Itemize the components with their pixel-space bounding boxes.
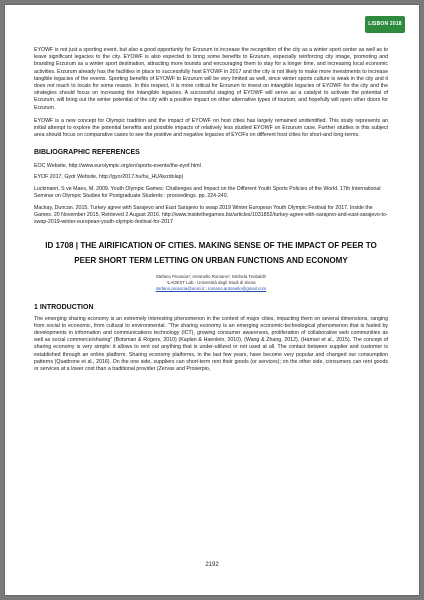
conference-logo: LISBON 2018 bbox=[365, 16, 405, 33]
introduction-paragraph: The emerging sharing economy is an extremely interesting phenomenon in the context of major cities, impacting them on several dimensions, ranging from social to economic, from cultural to environmental. “The sharing economy is an emerging economic-technological phenomenon that is fueled by developments in information and communications technology (ICT), growing consumer awareness, proliferation of collaborative web communities as well as social commerce/sharing” (Botsman & Rogers, 2010) (Kaplan & Haenlein, 2010), (Wang & Zhang, 2012), (Hamari et al., 2015). The concept of sharing economy is very simple: it allows to rent out anything that is under-utilized or not used at all. The contact between supplier and customer is established through an online platform. Sharing economy platforms, in the last few years, have become very popular and changed our consumption patterns (Quattrone et al., 2016). On the one side, suppliers can short-term rent their goods (or services); on the other side, consumers can rent goods or services at a lower cost than a traditional provider (Zervas and Proserpio, bbox=[34, 315, 388, 372]
document-page bbox=[5, 5, 419, 595]
reference-item-4: Mackay, Duncan. 2015. Turkey agree with Sarajevo and East Sarajevo to swap 2019 Winter European Youth Olympic Festival for 2017. Inside the Games. 20 November 2015. Retrieved 2 August 2016. http://www.insidethegames.biz/articles/1031852/turkey-agree-with-sarajevo-and-east-sarajevo-to-swap-2019-winter-european-youth-olympic-festival-for-2017 bbox=[34, 204, 388, 226]
reference-item-2: EYOF 2017, Gydr Website, http://gyor2017.hu/hu_HU/kezdolap) bbox=[34, 174, 184, 181]
reference-item-1: EOC Website, http://www.eurolympic.org/en/sports-events/the-eyof.html bbox=[34, 162, 201, 169]
body-paragraph-2: EYOWF is a new concept for Olympic tradition and the impact of EYOWF on host cities has largely remained unidentified. This study represents an initial attempt to explore the potential benefits and possible impacts of relatively less studied EYOWF on Erzurum case. Further studies in this subject area should focus on comparative cases to see the positive and negative legacies of EYOFs on different host cities for short-and long-terms. bbox=[34, 117, 388, 139]
article-affiliation: ¹LADEST Lab - Università degli Studi di Siena bbox=[166, 279, 256, 285]
article-title: ID 1708 | THE AIRIFICATION OF CITIES. MAKING SENSE OF THE IMPACT OF PEER TO PEER SHORT TERM LETTING ON URBAN FUNCTIONS AND ECONOMY bbox=[45, 241, 377, 265]
article-authors: Stefano Picascia¹; Antonello Romano¹; Michela Teobaldi¹ bbox=[155, 273, 267, 279]
reference-item-3: Luckmann, S ve Maes, M. 2009. Youth Olympic Games: Challenges and Impact on the Different Youth Sports Policies of the World. 17th International Seminar on Olympic Studies for Postgraduate Students : proceedings. pp. 224-240. bbox=[34, 186, 381, 200]
page-number: 2192 bbox=[205, 562, 219, 568]
body-paragraph-1: EYOWF is not just a sporting event, but also a good opportunity for Erzurum to increase the recognition of the city as a winter sport center as well as to leave significant legacies to the city. EYOWF is also expected to bring some benefits to Erzurum, especially reinforcing city image, promoting and branding Erzurum as a winter sport destination, attracting more tourists and encouraging them to stay for a longer time, and increasing local economic activities. Erzurum already has the facilities in place to successfully host EYOWF in 2017 and the city is not likely to make more investments to increase tangible legacies of the events. Sporting benefits of EYOWF to Erzurum will be very limited as well, since winter sports culture is weak in the city and it does not reach to locals for some reason. In this respect, it is more critical for Erzurum to invest on intangible legacies of EYOWF for the city and the strategies should focus on increasing the intangible legacies. A successful staging of EYOWF will serve as a catalyst to activate the potential of Erzurum, will bring out the winter potential of the city with a positive impact on other alternative types of tourism, and hopefully will open other doors for Erzurum. bbox=[34, 47, 388, 111]
introduction-heading: 1 INTRODUCTION bbox=[34, 303, 94, 311]
author-emails bbox=[34, 286, 388, 292]
page-content bbox=[34, 47, 388, 373]
email-links[interactable]: stefano.picascia@unisi.it ; romano.antonello@gmail.com bbox=[155, 285, 267, 291]
references-heading: BIBLIOGRAPHIC REFERENCES bbox=[34, 149, 140, 157]
